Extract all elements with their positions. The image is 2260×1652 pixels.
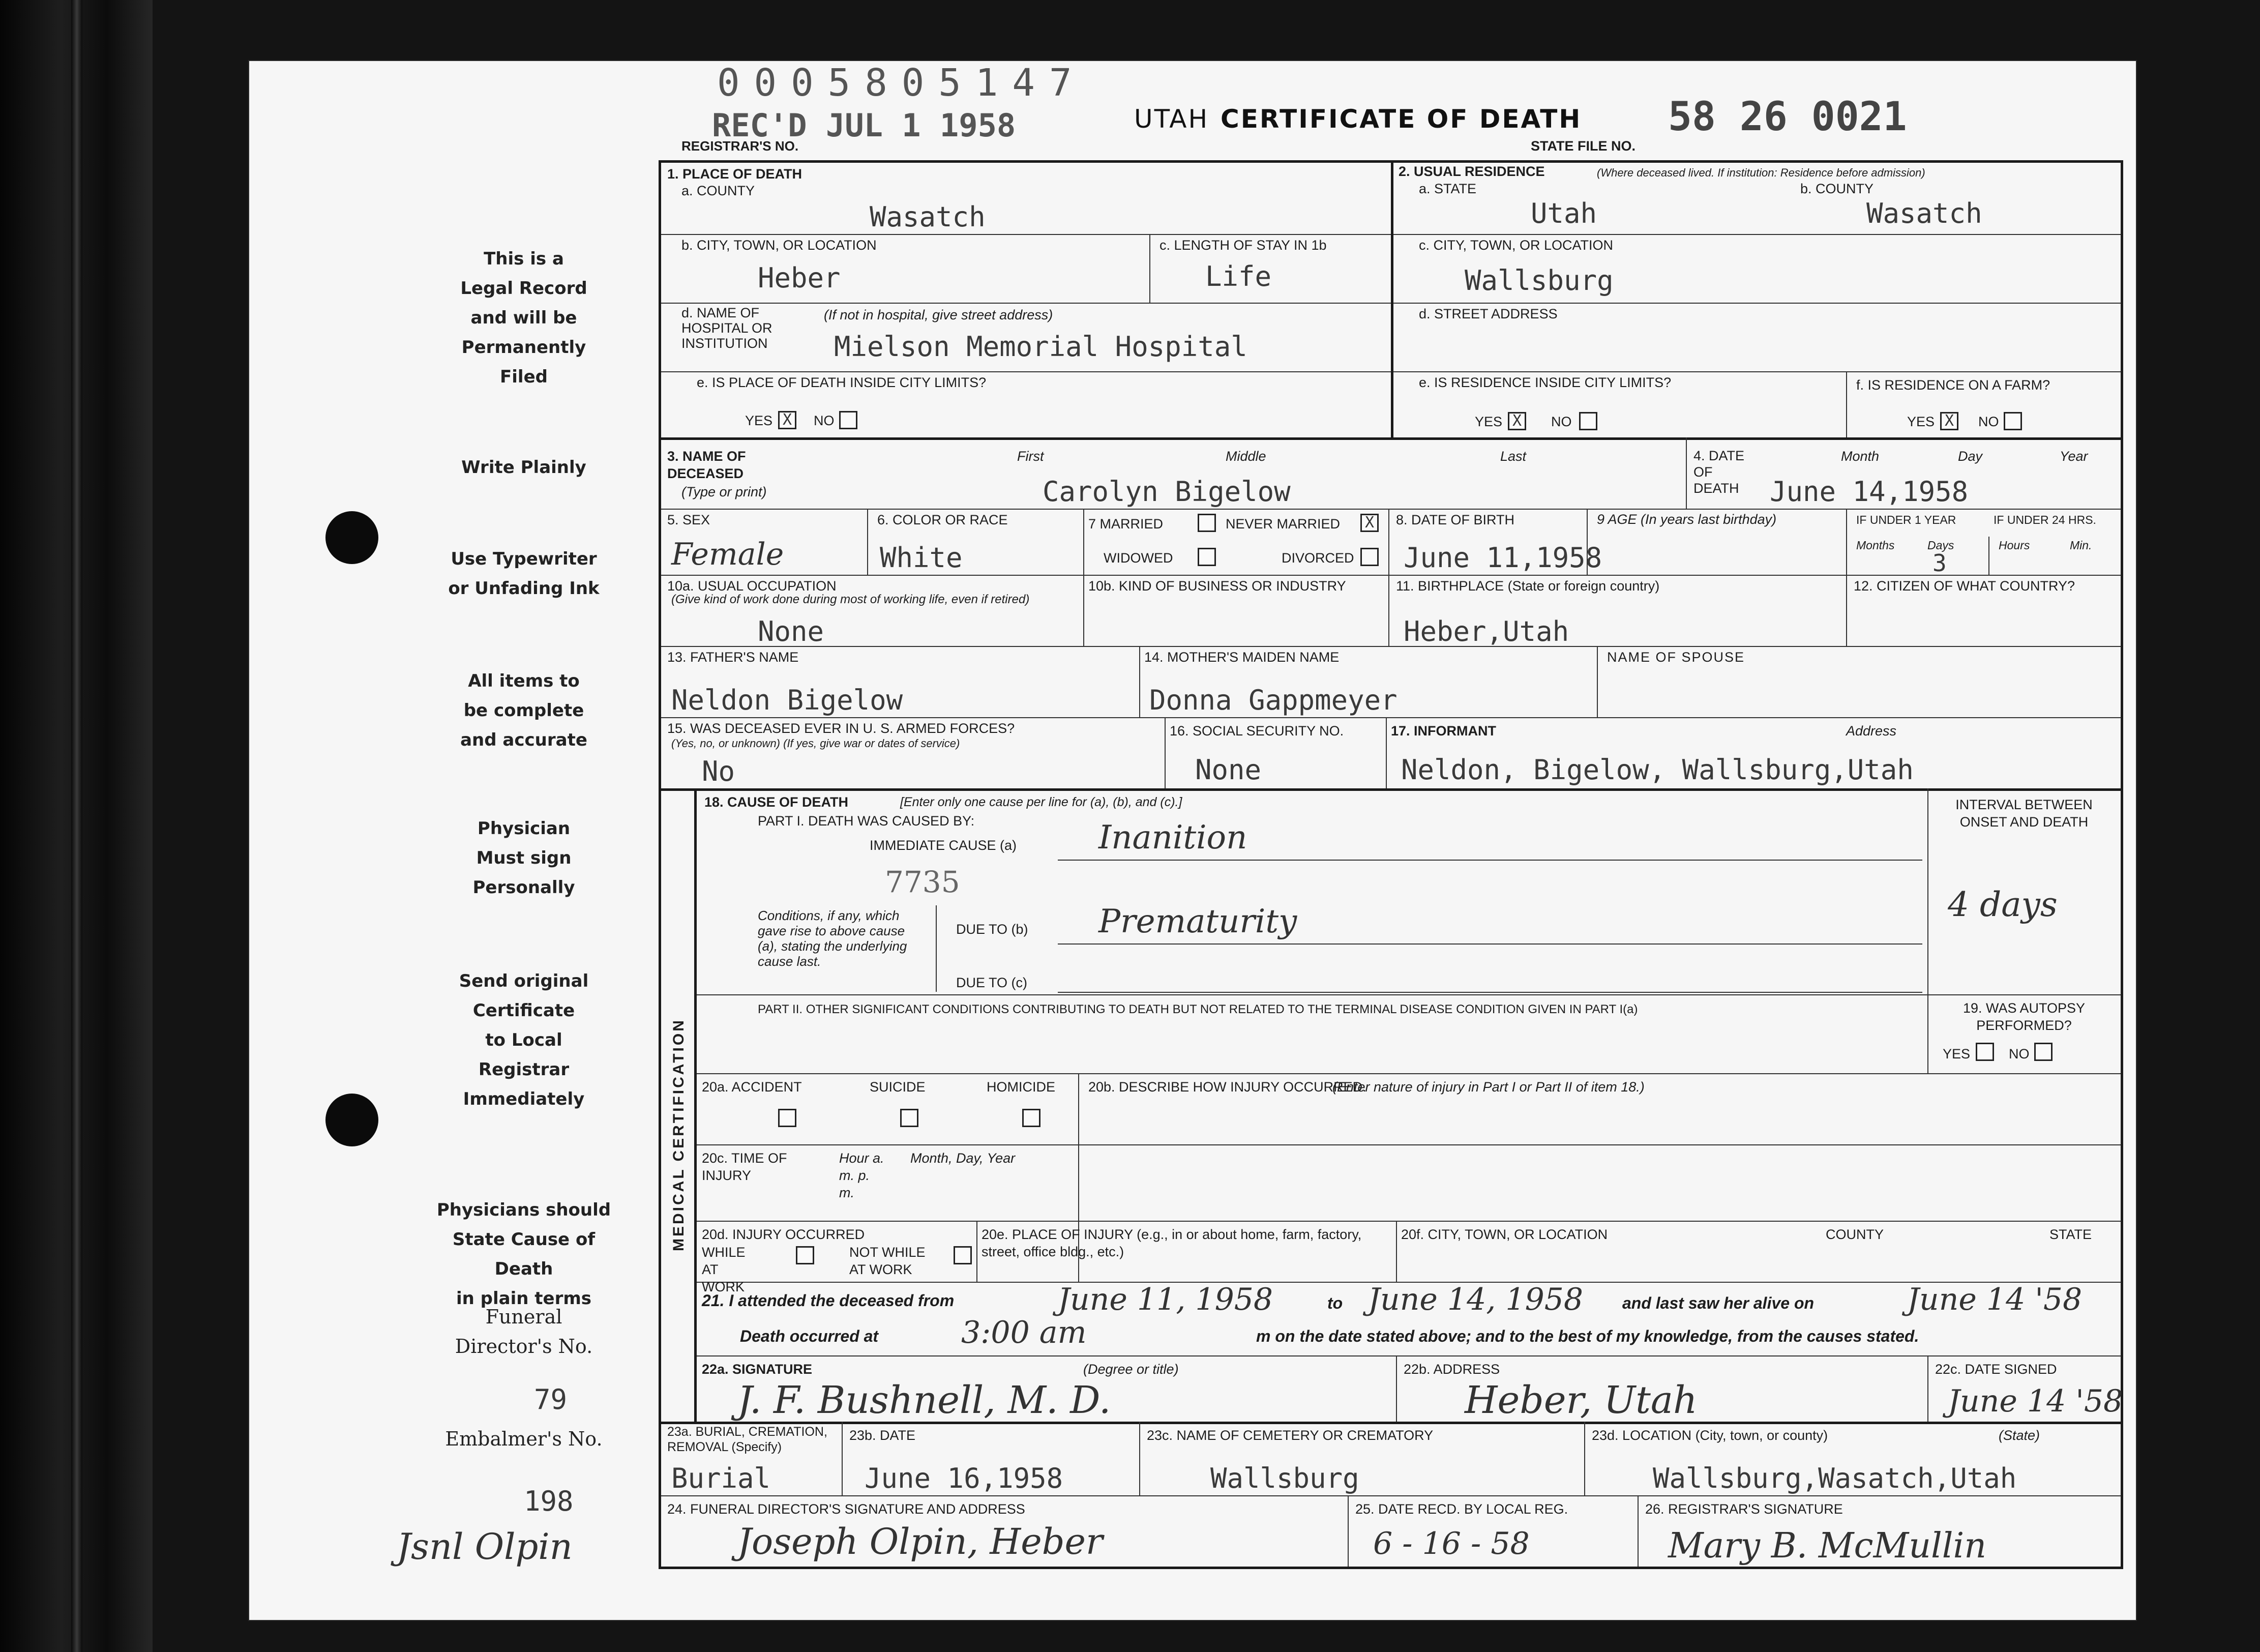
physician-address-label: 22b. ADDRESS [1404,1362,1500,1377]
immediate-cause-label: IMMEDIATE CAUSE (a) [870,838,1017,853]
col-divider [1348,1495,1349,1567]
place-of-injury-label: 20e. PLACE OF INJURY (e.g., in or about home, farm, factory, street, office bldg., etc.) [982,1227,1362,1259]
armed-forces-note: (Yes, no, or unknown) (If yes, give war or dates of service) [671,737,960,750]
col-divider [1927,1355,1928,1422]
write-plainly-note: Write Plainly [461,457,586,478]
physician-address: Heber, Utah [1465,1378,1698,1422]
burial-type: Burial [671,1462,771,1494]
burial-location-label: 23d. LOCATION (City, town, or county) [1592,1428,1828,1443]
date-received-label: 25. DATE RECD. BY LOCAL REG. [1355,1501,1568,1517]
attended-label: 21. I attended the deceased from [702,1291,955,1310]
month-label: Month [1841,449,1880,464]
part2-label: PART II. OTHER SIGNIFICANT CONDITIONS CONTRIBUTING TO DEATH BUT NOT RELATED TO THE TERMINAL DISEASE CONDITION GIVEN IN PART I(a) [758,1002,1638,1016]
cause-code: 7735 [885,865,960,899]
col-divider [1149,234,1150,303]
physician-sign-note: Physician Must sign Personally [472,818,575,898]
homicide-label: HOMICIDE [987,1079,1055,1095]
last-saw-label: and last saw her alive on [1622,1294,1815,1312]
not-while-at-work-label: NOT WHILE AT WORK [849,1245,926,1277]
burial-location: Wallsburg,Wasatch,Utah [1653,1462,2017,1494]
state-file-no-label: STATE FILE NO. [1531,138,1635,154]
autopsy-no-checkbox[interactable] [2034,1043,2053,1061]
degree-label: (Degree or title) [1083,1362,1179,1377]
year-label: Year [2060,449,2088,464]
time-of-injury-label: 20c. TIME OF INJURY [702,1150,787,1183]
col-divider [1139,646,1140,717]
col-divider [1396,1221,1397,1282]
divorced-label: DIVORCED [1282,550,1354,566]
col-divider [1927,788,1928,1073]
received-stamp: REC'D JUL 1 1958 [712,107,1016,144]
birthplace-label: 11. BIRTHPLACE (State or foreign country) [1396,578,1660,594]
col-divider [842,1422,843,1495]
residence-inside-limits-label: e. IS RESIDENCE INSIDE CITY LIMITS? [1419,375,1672,390]
spouse-label: NAME OF SPOUSE [1607,650,1745,665]
occurred-label: Death occurred at [740,1327,879,1345]
ssn-label: 16. SOCIAL SECURITY NO. [1170,723,1344,739]
usual-residence-label: 2. USUAL RESIDENCE [1399,164,1545,179]
armed-forces-label: 15. WAS DECEASED EVER IN U. S. ARMED FORCES? [667,721,1015,736]
months-label: Months [1856,539,1895,552]
month-day-year-label: Month, Day, Year [910,1150,1016,1166]
conditions-note: Conditions, if any, which gave rise to above cause (a), stating the underlying cause last. [758,908,907,969]
scan-dark-edge [0,0,153,1652]
farm-no-checkbox[interactable] [2004,412,2022,430]
col-divider [1597,646,1598,717]
col-divider [867,509,868,575]
col-divider [1988,537,1989,575]
part1-label: PART I. DEATH WAS CAUSED BY: [758,813,975,829]
date-of-death: June 14,1958 [1770,476,1969,508]
dob-label: 8. DATE OF BIRTH [1396,512,1515,527]
col-divider [1165,717,1166,788]
date-received: 6 - 16 - 58 [1373,1526,1530,1561]
death-occurred-time: 3:00 am [961,1315,1087,1350]
funeral-director-signature-label: 24. FUNERAL DIRECTOR'S SIGNATURE AND ADDRESS [667,1501,1025,1517]
cause-a-line [1058,860,1922,861]
divider [697,994,2121,995]
injury-describe-label: 20b. DESCRIBE HOW INJURY OCCURRED. [1088,1079,1366,1095]
race-label: 6. COLOR OR RACE [877,512,1008,527]
bracket [936,905,937,992]
title-state: UTAH [1134,104,1209,134]
informant: Neldon, Bigelow, Wallsburg,Utah [1401,754,1914,786]
due-to-c-label: DUE TO (c) [956,975,1028,990]
cause-b-line [1058,943,1922,945]
typewriter-note: Use Typewriter or Unfading Ink [448,549,600,599]
yes-label: YES [1475,414,1503,429]
death-inside-limits-no-checkbox[interactable] [839,411,857,429]
to-label: to [1327,1294,1343,1312]
funeral-director-no-label: Funeral Director's No. [455,1306,593,1358]
mother-label: 14. MOTHER'S MAIDEN NAME [1144,650,1340,665]
street-address-label: d. STREET ADDRESS [1419,306,1558,321]
stay-label: c. LENGTH OF STAY IN 1b [1159,238,1327,253]
hospital-name: Mielson Memorial Hospital [834,331,1247,363]
deceased-name: Carolyn Bigelow [1043,476,1291,508]
burial-type-label: 23a. BURIAL, CREMATION, REMOVAL (Specify) [667,1425,827,1454]
registrar-no-label: REGISTRAR'S NO. [681,138,799,154]
death-city: Heber [758,262,841,294]
autopsy-yes-checkbox[interactable] [1976,1043,1994,1061]
hospital-note: (If not in hospital, give street address) [824,307,1053,322]
occupation: None [758,615,824,647]
divider [661,509,2121,510]
hours-label: Hours [1999,539,2030,552]
col-divider [1386,717,1387,788]
mother-maiden-name: Donna Gappmeyer [1149,684,1397,716]
residence-state-label: a. STATE [1419,181,1477,196]
under-1-year-label: IF UNDER 1 YEAR [1856,513,1956,526]
married-label: 7 MARRIED [1088,516,1164,532]
armed-forces: No [702,755,735,787]
cemetery-label: 23c. NAME OF CEMETERY OR CREMATORY [1147,1428,1434,1443]
due-to-b-label: DUE TO (b) [956,922,1028,937]
attended-from: June 11, 1958 [1058,1282,1273,1317]
sex: Female [671,537,784,572]
injury-county-label: COUNTY [1826,1227,1884,1242]
col-divider [1391,160,1393,440]
medical-left-divider [694,788,697,1424]
send-original-note: Send original Certificate to Local Registrar Immediately [459,971,589,1109]
usual-residence-note: (Where deceased lived. If institution: Residence before admission) [1597,166,1925,179]
age-label: 9 AGE (In years last birthday) [1597,512,1777,527]
residence-city-label: c. CITY, TOWN, OR LOCATION [1419,238,1614,253]
death-city-label: b. CITY, TOWN, OR LOCATION [681,238,877,253]
occurred-suffix: m on the date stated above; and to the best of my knowledge, from the causes stated. [1256,1327,1919,1345]
col-divider [1846,509,1847,646]
injury-state-label: STATE [2049,1227,2092,1242]
business-label: 10b. KIND OF BUSINESS OR INDUSTRY [1088,578,1346,594]
social-security-no: None [1195,754,1262,786]
physician-signature: J. F. Bushnell, M. D. [737,1378,1111,1422]
autopsy-label: 19. WAS AUTOPSY PERFORMED? [1962,1000,2086,1033]
hospital-label: d. NAME OF HOSPITAL OR INSTITUTION [681,305,772,351]
accident-label: 20a. ACCIDENT [702,1079,802,1095]
while-at-work-label: WHILE AT WORK [702,1245,746,1294]
burial-date: June 16,1958 [865,1462,1063,1494]
interval: 4 days [1948,885,2058,924]
informant-address-label: Address [1846,723,1897,739]
residence-county-label: b. COUNTY [1800,181,1874,196]
death-inside-limits-yes-checkbox[interactable]: X [778,411,796,429]
length-of-stay: Life [1205,260,1272,292]
embalmer-no: 198 [524,1485,574,1517]
not-while-at-work-checkbox[interactable] [954,1246,972,1264]
col-divider [1083,509,1084,646]
divider [697,1355,2121,1356]
deceased-name-label: 3. NAME OF DECEASED [667,449,746,481]
state-file-no: 58 26 0021 [1668,94,1907,140]
occupation-label: 10a. USUAL OCCUPATION [667,578,837,594]
widowed-label: WIDOWED [1104,550,1173,566]
injury-city-label: 20f. CITY, TOWN, OR LOCATION [1401,1227,1608,1242]
punch-hole-bottom [325,1094,378,1146]
attended-to: June 14, 1958 [1368,1282,1584,1317]
due-to-b: Prematurity [1098,903,1297,940]
married-checkbox[interactable] [1198,514,1216,532]
cause-of-death-label: 18. CAUSE OF DEATH [704,794,849,810]
no-label: NO [814,413,835,428]
deceased-name-note: (Type or print) [681,484,767,499]
divider [661,788,2121,791]
last-label: Last [1500,449,1527,464]
burial-state-label: (State) [1999,1428,2040,1443]
divider [661,575,2121,576]
col-divider [1686,437,1687,509]
first-label: First [1017,449,1044,464]
col-divider [1396,1355,1397,1422]
registrar-signature: Mary B. McMullin [1668,1526,1987,1566]
cemetery: Wallsburg [1210,1462,1359,1494]
divider [661,646,2121,647]
residence-inside-limits-no-checkbox[interactable] [1579,412,1597,430]
yes-label: YES [745,413,773,428]
accident-checkbox[interactable] [778,1109,796,1127]
immediate-cause: Inanition [1098,819,1247,857]
col-divider [1139,1422,1140,1495]
suicide-checkbox[interactable] [900,1109,918,1127]
complete-accurate-note: All items to be complete and accurate [460,671,587,750]
col-divider [1584,1422,1585,1495]
cause-note: [Enter only one cause per line for (a), (b), and (c).] [900,795,1182,809]
date-signed-label: 22c. DATE SIGNED [1935,1362,2057,1377]
funeral-director-no: 79 [534,1383,568,1415]
under-24-hrs-label: IF UNDER 24 HRS. [1994,513,2096,526]
interval-label: INTERVAL BETWEEN ONSET AND DEATH [1955,797,2093,830]
funeral-director-signature: Joseph Olpin, Heber [737,1521,1103,1562]
death-county: Wasatch [870,201,986,233]
death-inside-limits-label: e. IS PLACE OF DEATH INSIDE CITY LIMITS? [697,375,987,390]
injury-describe-note: (Enter nature of injury in Part I or Part II of item 18.) [1332,1079,1645,1095]
cause-plain-terms-note: Physicians should State Cause of Death in plain terms [436,1200,611,1309]
race: White [880,542,963,574]
signature-label: 22a. SIGNATURE [702,1362,813,1377]
father-label: 13. FATHER'S NAME [667,650,799,665]
yes-label: YES [1907,414,1935,429]
father-name: Neldon Bigelow [671,684,903,716]
injury-occurred-label: 20d. INJURY OCCURRED [702,1227,865,1242]
farm-yes-checkbox[interactable]: X [1940,412,1958,430]
age-days: 3 [1932,549,1947,577]
divider [697,1073,2121,1074]
date-of-birth: June 11,1958 [1404,542,1602,574]
date-signed: June 14 '58 [1948,1383,2123,1419]
sex-label: 5. SEX [667,512,710,527]
while-at-work-checkbox[interactable] [796,1246,814,1264]
birthplace: Heber,Utah [1404,615,1569,647]
farm-label: f. IS RESIDENCE ON A FARM? [1856,377,2050,393]
residence-county: Wasatch [1866,197,1982,229]
serial-number: 0005805147 [717,61,1086,105]
residence-inside-limits-yes-checkbox[interactable]: X [1508,412,1526,430]
form-border-bottom [659,1567,2123,1569]
divider [661,1495,2121,1496]
legal-record-note: This is a Legal Record and will be Permanently Filed [460,249,587,387]
medical-certification-label: MEDICAL CERTIFICATION [670,1018,687,1251]
middle-label: Middle [1226,449,1266,464]
no-label: NO [1978,414,1999,429]
col-divider [1638,1495,1639,1567]
divider [697,1144,2121,1145]
never-married-checkbox[interactable]: X [1360,514,1379,532]
citizen-label: 12. CITIZEN OF WHAT COUNTRY? [1854,578,2075,594]
col-divider [1388,509,1389,646]
form-border-right [2121,160,2123,1569]
punch-hole-top [325,511,378,564]
widowed-checkbox[interactable] [1198,548,1216,566]
date-of-death-label: 4. DATE OF DEATH [1693,448,1745,496]
suicide-label: SUICIDE [870,1079,926,1095]
no-label: NO [2009,1046,2030,1061]
registrar-signature-label: 26. REGISTRAR'S SIGNATURE [1645,1501,1843,1517]
homicide-checkbox[interactable] [1022,1109,1040,1127]
yes-label: YES [1943,1046,1971,1061]
days-label: Days [1927,539,1954,552]
no-label: NO [1551,414,1572,429]
place-of-death-label: 1. PLACE OF DEATH [667,166,802,182]
never-married-label: NEVER MARRIED [1226,516,1341,532]
embalmer-signature: Jsnl Olpin [397,1526,573,1568]
embalmer-no-label: Embalmer's No. [445,1428,603,1450]
burial-date-label: 23b. DATE [849,1428,916,1443]
residence-state: Utah [1531,197,1597,229]
divider [661,717,2121,718]
residence-city: Wallsburg [1465,264,1614,297]
cause-c-line [1058,992,1922,993]
page-title: CERTIFICATE OF DEATH [1221,104,1582,134]
death-certificate-page [249,61,2136,1620]
last-saw-alive: June 14 '58 [1907,1282,2083,1317]
divorced-checkbox[interactable] [1360,548,1379,566]
hour-label: Hour a. m. p. m. [839,1150,884,1200]
informant-label: 17. INFORMANT [1391,723,1497,739]
day-label: Day [1958,449,1983,464]
occupation-note: (Give kind of work done during most of working life, even if retired) [671,593,1030,606]
divider [697,1221,2121,1222]
min-label: Min. [2070,539,2092,552]
col-divider [976,1221,977,1282]
county-label: a. COUNTY [681,183,755,198]
col-divider [1846,371,1847,437]
